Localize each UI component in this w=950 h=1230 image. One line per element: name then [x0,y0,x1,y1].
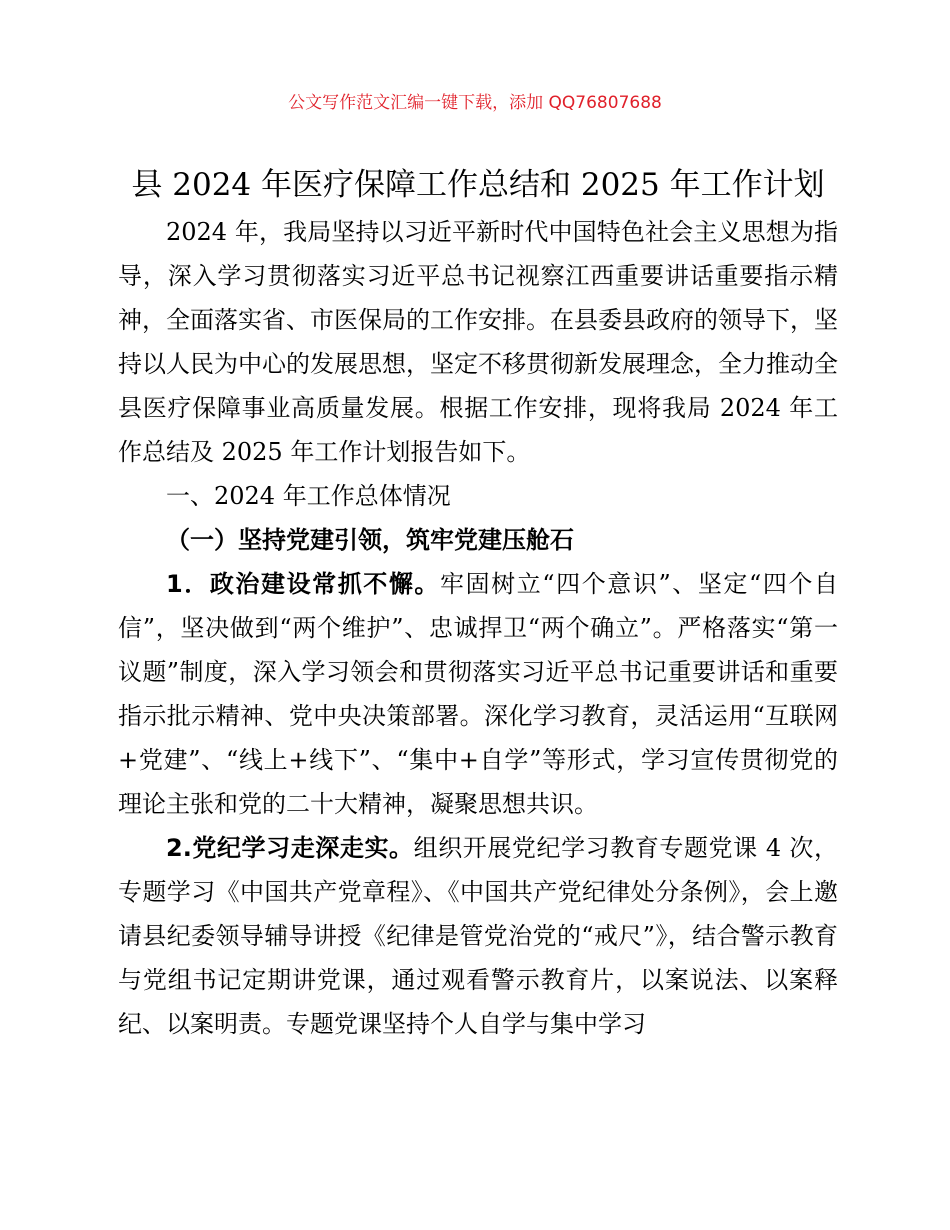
item-text-2: 组织开展党纪学习教育专题党课 4 次，专题学习《中国共产党章程》、《中国共产党纪律处分条例》，会上邀请县纪委领导辅导讲授《纪律是管党治党的“戒尺”》，结合警示教育与党组书记定期讲党课，通过观看警示教育片，以案说法、以案释纪、以案明责。专题党课坚持个人自学与集中学习 [118,834,838,1038]
item-lead-2: 2.党纪学习走深走实。 [166,834,414,862]
document-title: 县 2024 年医疗保障工作总结和 2025 年工作计划 [131,167,825,203]
item-paragraph-1 [118,562,838,826]
item-paragraph-2 [118,826,838,1046]
item-lead-1: 1．政治建设常抓不懈。 [166,570,441,598]
intro-paragraph: 2024 年，我局坚持以习近平新时代中国特色社会主义思想为指导，深入学习贯彻落实习近平总书记视察江西重要讲话重要指示精神，全面落实省、市医保局的工作安排。在县委县政府的领导下，坚持以人民为中心的发展思想，坚定不移贯彻新发展理念，全力推动全县医疗保障事业高质量发展。根据工作安排，现将我局 2024 年工作总结及 2025 年工作计划报告如下。 [118,218,838,466]
item-text-1: 牢固树立“四个意识”、坚定“四个自信”，坚决做到“两个维护”、忠诚捍卫“两个确立”。严格落实“第一议题”制度，深入学习领会和贯彻落实习近平总书记重要讲话和重要指示批示精神、党中央决策部署。深化学习教育，灵活运用“互联网+党建”、“线上+线下”、“集中+自学”等形式，学习宣传贯彻党的理论主张和党的二十大精神，凝聚思想共识。 [118,570,838,818]
document-body [118,210,838,1046]
download-banner: 公文写作范文汇编一键下载，添加 QQ76807688 [288,93,662,113]
section-heading: 一、2024 年工作总体情况 [166,482,451,510]
subsection-heading: （一）坚持党建引领，筑牢党建压舱石 [166,526,574,554]
